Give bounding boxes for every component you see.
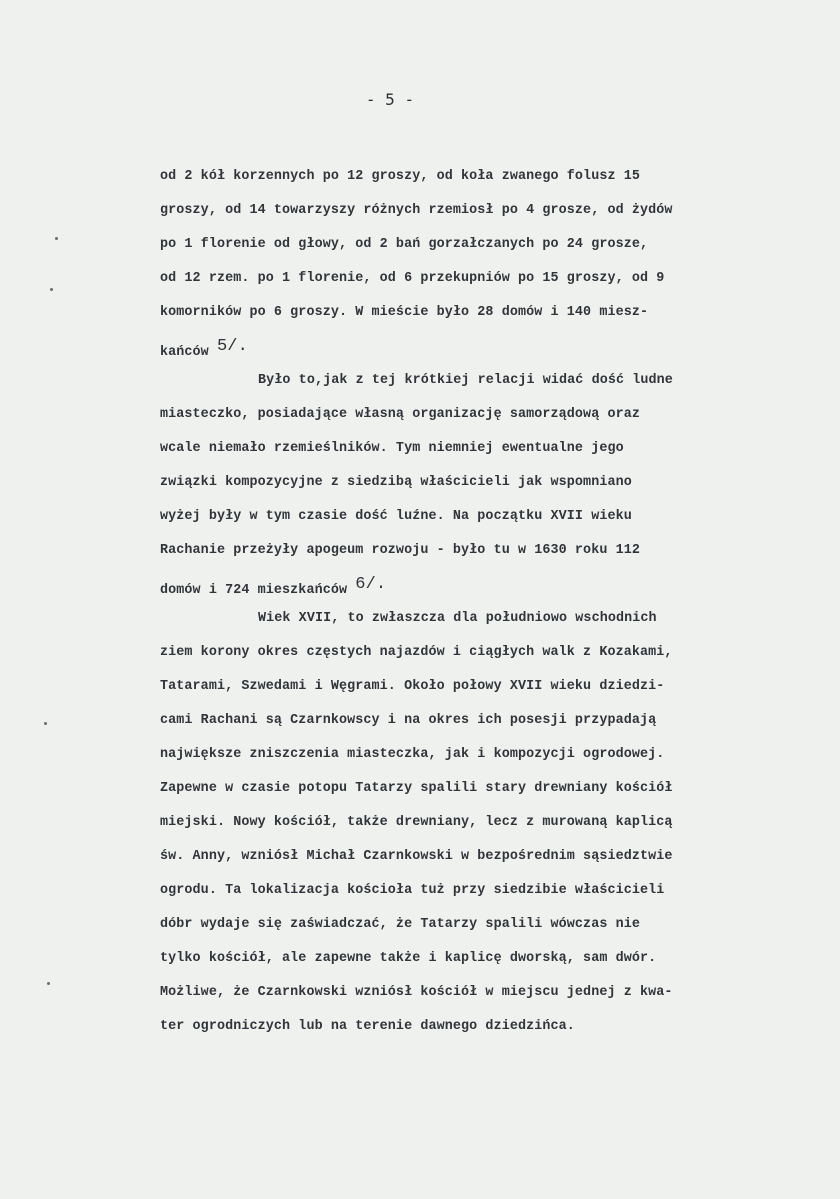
text-line: miasteczko, posiadające własną organizację samorządową oraz	[160, 407, 641, 422]
text-line: Tatarami, Szwedami i Węgrami. Około połowy XVII wieku dziedzi-	[160, 679, 665, 694]
body-text	[160, 160, 820, 1044]
text-line	[160, 568, 820, 602]
margin-mark	[55, 237, 58, 240]
text-line: groszy, od 14 towarzyszy różnych rzemiosł po 4 grosze, od żydów	[160, 203, 673, 218]
text-line: Zapewne w czasie potopu Tatarzy spalili stary drewniany kościół	[160, 781, 673, 796]
text-line: od 2 kół korzennych po 12 groszy, od koła zwanego folusz 15	[160, 169, 641, 184]
text-line: dóbr wydaje się zaświadczać, że Tatarzy spalili wówczas nie	[160, 917, 641, 932]
text-fragment: kańców	[160, 345, 209, 360]
text-line: tylko kościół, ale zapewne także i kaplicę dworską, sam dwór.	[160, 951, 657, 966]
text-line: cami Rachani są Czarnkowscy i na okres ich posesji przypadają	[160, 713, 657, 728]
text-line: największe zniszczenia miasteczka, jak i kompozycji ogrodowej.	[160, 747, 665, 762]
text-line: wyżej były w tym czasie dość luźne. Na początku XVII wieku	[160, 509, 632, 524]
text-line: miejski. Nowy kościół, także drewniany, lecz z murowaną kaplicą	[160, 815, 673, 830]
text-line: św. Anny, wzniósł Michał Czarnkowski w bezpośrednim sąsiedztwie	[160, 849, 673, 864]
margin-mark	[44, 722, 47, 725]
text-line: po 1 florenie od głowy, od 2 bań gorzałczanych po 24 grosze,	[160, 237, 649, 252]
text-line: Rachanie przeżyły apogeum rozwoju - było tu w 1630 roku 112	[160, 543, 641, 558]
text-line: Wiek XVII, to zwłaszcza dla południowo wschodnich	[258, 611, 657, 626]
footnote-ref: 5/.	[216, 337, 248, 356]
text-line: wcale niemało rzemieślników. Tym niemniej ewentualne jego	[160, 441, 624, 456]
footnote-ref: 6/.	[355, 575, 387, 594]
margin-mark	[47, 982, 50, 985]
text-fragment: domów i 724 mieszkańców	[160, 583, 348, 598]
text-line: ziem korony okres częstych najazdów i ciągłych walk z Kozakami,	[160, 645, 673, 660]
text-line: od 12 rzem. po 1 florenie, od 6 przekupniów po 15 groszy, od 9	[160, 271, 665, 286]
text-line: ogrodu. Ta lokalizacja kościoła tuż przy siedzibie właścicieli	[160, 883, 665, 898]
text-line	[160, 330, 820, 364]
text-line: ter ogrodniczych lub na terenie dawnego dziedzińca.	[160, 1019, 575, 1034]
text-line: Możliwe, że Czarnkowski wzniósł kościół w miejscu jednej z kwa-	[160, 985, 673, 1000]
text-line: komorników po 6 groszy. W mieście było 28 domów i 140 miesz-	[160, 305, 649, 320]
text-line: Było to,jak z tej krótkiej relacji widać dość ludne	[258, 373, 673, 388]
text-line: związki kompozycyjne z siedzibą właścicieli jak wspomniano	[160, 475, 632, 490]
margin-mark	[50, 288, 53, 291]
page-number: - 5 -	[365, 90, 415, 109]
